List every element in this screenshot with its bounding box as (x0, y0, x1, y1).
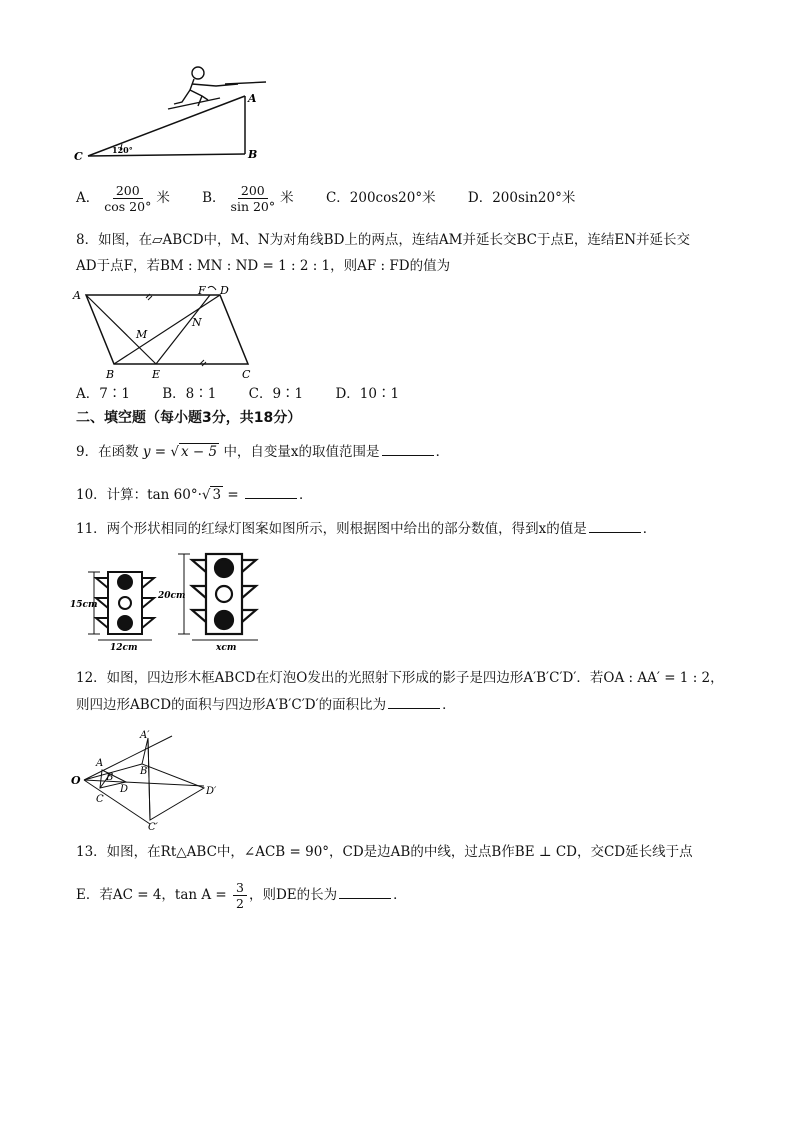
point-B-label: B (106, 368, 115, 381)
height1-label: 15cm (70, 600, 98, 610)
point-O-label: O (71, 774, 81, 787)
q8-parallelogram-figure (70, 282, 260, 382)
q8-option-a: A．7∶1 (76, 386, 130, 402)
q9: 9．在函数 y = √ x − 5 中，自变量x的取值范围是 ． (76, 441, 449, 462)
point-A-label: A (73, 289, 81, 302)
point-B-label: B (248, 148, 258, 161)
point-M-label: M (136, 328, 148, 341)
point-C-prime-label: C′ (148, 822, 158, 832)
small-traffic-light-icon (96, 572, 154, 634)
q8-option-c: C．9∶1 (248, 386, 304, 402)
point-A-prime-label: A′ (140, 730, 150, 741)
point-D-label: D (220, 284, 229, 297)
q10-answer-blank[interactable] (245, 484, 297, 499)
height2-label: 20cm (158, 591, 186, 601)
q12-answer-blank[interactable] (388, 694, 440, 709)
q8-line-2: AD于点F，若BM : MN : ND = 1 : 2 : 1，则AF : FD的值为 (76, 258, 451, 274)
q7-slope-figure (70, 60, 280, 170)
q13-line-1: 13．如图，在Rt△ABC中，∠ACB = 90°，CD是边AB的中线，过点B作BE ⊥ CD，交CD延长线于点 (76, 844, 693, 860)
q12-line-1: 12．如图，四边形木框ABCD在灯泡O发出的光照射下形成的影子是四边形A′B′C′D′．若OA : AA′ = 1 : 2， (76, 670, 724, 686)
point-C-label: C (96, 794, 104, 805)
q7-option-c: C．200cos20°米 (325, 190, 436, 206)
q7-option-a: A． $\frac{200}{\cos 20^\circ}$ 米 (76, 183, 170, 214)
q7-option-b: B． $\frac{200}{\sin 20^\circ}$ 米 (202, 183, 294, 214)
q13-answer-blank[interactable] (339, 884, 391, 899)
q13-line-2: E．若AC = 4，tan A = $\frac{3}{2}$ ，则DE的长为 ． (76, 880, 407, 911)
point-D-label: D (120, 784, 129, 795)
q7-option-d: D．200sin20°米 (467, 190, 576, 206)
width1-label: 12cm (110, 643, 138, 652)
point-E-label: E (152, 368, 161, 381)
q8-line-1: 8．如图，在▱ABCD中，M、N为对角线BD上的两点，连结AM并延长交BC于点E，连结EN并延长交 (76, 232, 691, 248)
line-EF (156, 295, 210, 364)
q10: 10．计算：tan 60°·√ 3 = ． (76, 484, 312, 505)
q11-answer-blank[interactable] (589, 518, 641, 533)
point-C-label: C (242, 368, 251, 381)
q7-options (76, 183, 603, 214)
q11-traffic-light-figure (70, 548, 270, 652)
point-N-label: N (192, 316, 202, 329)
q8-options (76, 384, 427, 404)
section-fill-in-heading: 二、填空题（每小题3分，共18分） (76, 410, 302, 426)
point-B-prime-label: B′ (140, 766, 150, 777)
diagonal-BD (114, 295, 220, 364)
angle-label: 120° (112, 145, 133, 155)
q9-answer-blank[interactable] (382, 441, 434, 456)
point-B-label: B (106, 772, 114, 783)
point-A-label: A (96, 758, 104, 769)
q12-line-2: 则四边形ABCD的面积与四边形A′B′C′D′的面积比为 ． (76, 694, 456, 715)
q8-option-b: B．8∶1 (162, 386, 217, 402)
q11: 11．两个形状相同的红绿灯图案如图所示，则根据图中给出的部分数值，得到x的值是 ． (76, 518, 656, 539)
large-traffic-light-icon (192, 554, 256, 634)
width2-label: xcm (216, 643, 237, 652)
q12-projection-figure (70, 724, 220, 832)
point-A-label: A (248, 92, 257, 105)
point-C-label: C (74, 150, 83, 163)
point-D-prime-label: D′ (206, 786, 217, 797)
point-F-label: F (198, 284, 206, 297)
q8-option-d: D．10∶1 (335, 386, 400, 402)
